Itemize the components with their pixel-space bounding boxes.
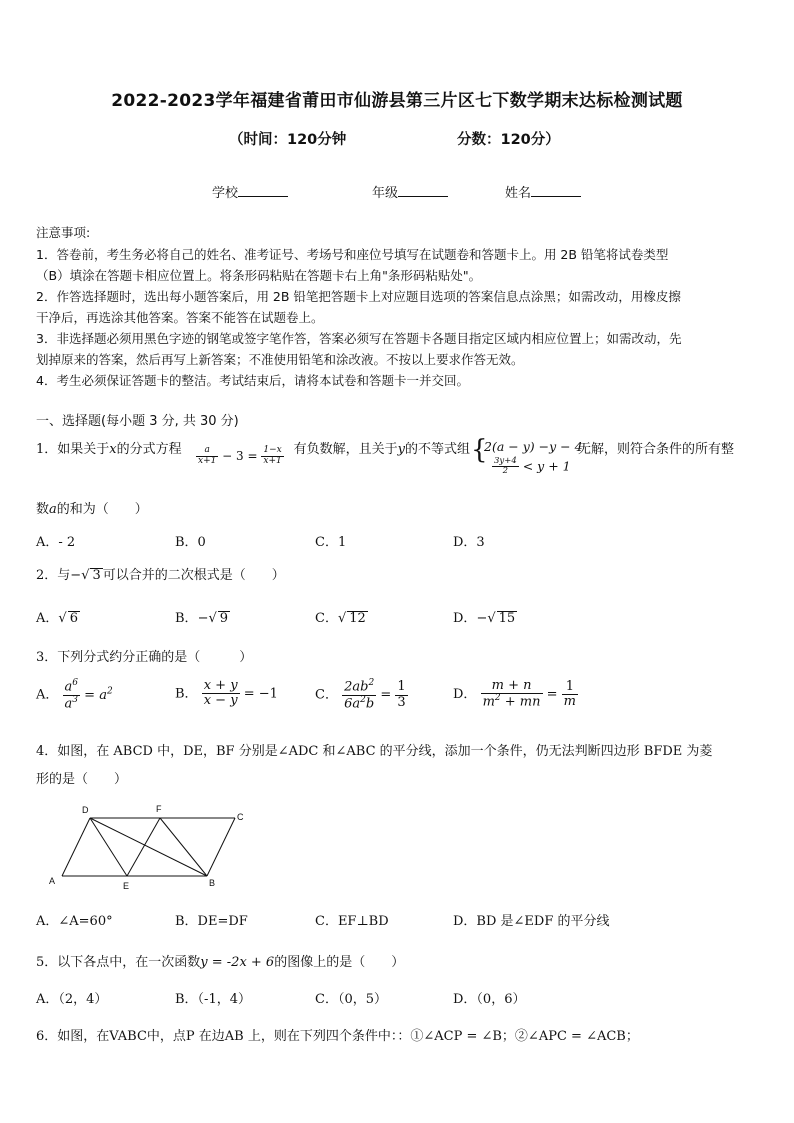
q3-a-frac [63, 679, 81, 711]
option-radicand: 6 [69, 611, 78, 626]
note-line: （B）填涂在答题卡相应位置上。将条形码粘贴在答题卡右上角"条形码粘贴处"。 [36, 268, 482, 283]
option-radicand: 15 [498, 611, 516, 626]
question-1-line2 [36, 498, 148, 517]
parallelogram-figure [40, 798, 260, 894]
question-4-line2: 形的是（ ） [36, 772, 128, 787]
q3-b-num: x + y [203, 678, 238, 693]
label-c: C [237, 812, 244, 822]
q3-a-num-exp: 6 [72, 678, 79, 688]
q3-d-rhs-den: m [563, 693, 576, 709]
grade-blank [398, 184, 448, 197]
q4-option-d[interactable]: D．BD 是∠EDF 的平分线 [453, 914, 610, 929]
q1-var-y: y [397, 442, 406, 457]
q3-d-rhs [562, 680, 578, 710]
q3-a-den: a [64, 695, 73, 711]
q3-a-num: a [64, 679, 73, 695]
q3-c-rhs [395, 680, 407, 710]
option-label: B． [175, 611, 198, 626]
q1-ineq1: 2(a − y) −y − 4 [484, 439, 583, 454]
question-3-stem: 3．下列分式约分正确的是（ ） [36, 650, 253, 665]
q3-c-den: 6a [344, 695, 361, 711]
option-label: D． [453, 611, 477, 626]
q1-frac2-den: x+1 [263, 455, 282, 466]
q1-frac1-num: a [196, 446, 218, 457]
q3-b-den: x − y [203, 693, 238, 709]
school-label: 学校 [212, 186, 239, 201]
q1-equation [196, 446, 284, 467]
q1-text: 无解，则符合条件的所有整 [578, 442, 735, 457]
note-line: 1．答卷前，考生务必将自己的姓名、准考证号、考场号和座位号填写在试题卷和答题卡上。用 2B 铅笔将试卷类型 [36, 247, 669, 262]
q3-c-frac [342, 679, 376, 711]
q3-c-num-exp: 2 [368, 678, 375, 688]
note-line: 干净后，再选涂其他答案。答案不能答在试题卷上。 [36, 310, 324, 325]
option-label: A． [36, 687, 59, 703]
q5-text: 5．以下各点中，在一次函数 [36, 955, 201, 970]
q2-option-c[interactable] [315, 607, 368, 626]
q1-option-d[interactable]: D．3 [453, 535, 485, 550]
q1-ineq2-num: 3y+4 [494, 456, 517, 466]
q5-function: y = -2x + 6 [200, 955, 275, 970]
q1-minus3: − 3 = [222, 448, 258, 463]
option-label: A． [36, 611, 59, 626]
q1-frac1-den: x+1 [198, 455, 217, 466]
question-4-line1: 4．如图，在 ABCD 中，DE，BF 分别是∠ADC 和∠ABC 的平分线，添加一个条件，仍无法判断四边形 BFDE 为菱 [36, 744, 713, 759]
q3-d-den-exp: 2 [494, 693, 501, 704]
q1-var-a: a [49, 502, 57, 517]
option-neg: − [476, 611, 488, 626]
q4-option-b[interactable]: B．DE=DF [175, 914, 248, 929]
q2-option-b[interactable] [175, 607, 230, 626]
label-f: F [156, 804, 162, 814]
q1-text: 1．如果关于 [36, 442, 110, 457]
q3-d-rhs-num: 1 [562, 680, 578, 695]
q3-c-rhs-num: 1 [397, 679, 406, 695]
label-b: B [209, 878, 216, 888]
q1-option-c[interactable]: C．1 [315, 535, 347, 550]
q1-ineq2-den: 2 [502, 466, 509, 477]
q1-option-b[interactable]: B．0 [175, 535, 206, 550]
note-line: 3．非选择题必须用黑色字迹的钢笔或签字笔作答，答案必须写在答题卡各题目指定区域内相应位置上；如需改动，先 [36, 331, 682, 346]
question-2-stem [36, 564, 285, 583]
q3-c-den-exp: 2 [360, 694, 366, 705]
q3-a-den-exp: 3 [72, 694, 79, 705]
q1-brace: { [471, 435, 488, 465]
segment-bf [160, 818, 207, 876]
q3-option-d[interactable]: D． $\frac{m + n}{m^2 + mn}$ = $\frac{1}{m}$ [453, 678, 576, 710]
section-heading: 一、选择题(每小题 3 分, 共 30 分) [36, 414, 239, 429]
q1-text: 有负数解，且关于 [293, 442, 398, 457]
edge-bc [207, 818, 235, 876]
label-a: A [49, 876, 56, 886]
q2-neg: − [70, 568, 82, 583]
option-label: C． [315, 611, 338, 626]
q5-text: 的图像上的是（ ） [274, 955, 405, 970]
question-1-stem [36, 438, 734, 457]
school-field [212, 182, 288, 201]
q2-text: 可以合并的二次根式是（ ） [102, 568, 285, 583]
q1-text: 的不等式组 [405, 442, 471, 457]
q1-var-x: x [109, 442, 117, 457]
label-e: E [123, 881, 130, 891]
q1-option-a[interactable]: A．- 2 [36, 535, 76, 550]
grade-label: 年级 [372, 186, 399, 201]
q1-ineq2-rest: < y + 1 [522, 458, 571, 474]
q5-option-b[interactable]: B．（-1，4） [175, 992, 251, 1007]
q2-option-d[interactable] [453, 607, 517, 626]
sqrt-icon: √ [487, 611, 496, 626]
diagonal-db [90, 818, 207, 876]
q4-option-c[interactable]: C．EF⊥BD [315, 914, 389, 929]
q1-ineq2 [492, 457, 571, 477]
name-label: 姓名 [505, 186, 532, 201]
q3-c-den-b: b [365, 695, 375, 711]
q3-option-a[interactable] [36, 679, 113, 711]
school-blank [238, 184, 288, 197]
q3-d-den: m [482, 694, 495, 710]
q3-a-rhs-exp: 2 [106, 686, 113, 697]
q5-option-a[interactable]: A．（2，4） [36, 992, 108, 1007]
q1-text: 数 [36, 502, 50, 517]
notes-heading: 注意事项: [36, 225, 91, 240]
note-line: 4．考生必须保证答题卡的整洁。考试结束后，请将本试卷和答题卡一并交回。 [36, 373, 469, 388]
q3-d-num: m + n [481, 679, 543, 694]
sqrt-icon: √ [58, 611, 67, 626]
question-6-stem: 6．如图，在VABC中，点P 在边AB 上，则在下列四个条件中：：①∠ACP = ∠B；②∠APC = ∠ACB； [36, 1029, 639, 1044]
edge-ad [62, 818, 90, 876]
option-label: C． [315, 687, 338, 703]
q5-option-d[interactable]: D．（0，6） [453, 992, 526, 1007]
option-radicand: 9 [219, 611, 229, 626]
q3-b-rhs: = −1 [243, 686, 278, 702]
note-line: 2．作答选择题时，选出每小题答案后，用 2B 铅笔把答题卡上对应题目选项的答案信息点涂黑；如需改动，用橡皮擦 [36, 289, 681, 304]
option-radicand: 12 [349, 611, 366, 626]
q3-d-frac [481, 679, 543, 710]
page-title: 2022-2023学年福建省莆田市仙游县第三片区七下数学期末达标检测试题 [111, 91, 683, 111]
q3-d-den-b: + mn [500, 694, 541, 710]
q1-frac2 [261, 446, 283, 467]
q4-option-a[interactable]: A．∠A=60° [36, 914, 113, 929]
q1-frac1 [196, 446, 218, 467]
exam-time: （时间：120分钟 [229, 132, 347, 148]
option-label: D． [453, 686, 477, 702]
label-d: D [82, 805, 89, 815]
sqrt-icon: √ [81, 568, 90, 583]
q3-c-rhs-den: 3 [397, 694, 406, 710]
note-line: 划掉原来的答案，然后再写上新答案；不准使用铅笔和涂改液。不按以上要求作答无效。 [36, 352, 524, 367]
q1-text: 的和为（ ） [56, 502, 148, 517]
option-label: B． [175, 686, 198, 702]
name-blank [531, 184, 581, 197]
sqrt-icon: √ [337, 611, 347, 626]
q1-ineq2-frac [492, 457, 519, 477]
q2-option-a[interactable] [36, 607, 80, 626]
question-5-stem [36, 951, 404, 970]
grade-field [372, 182, 448, 201]
exam-score: 分数：120分） [457, 132, 560, 148]
q1-text: 的分式方程 [116, 442, 182, 457]
q3-b-frac [202, 679, 240, 709]
q5-option-c[interactable]: C．（0，5） [315, 992, 387, 1007]
q3-option-c[interactable]: C． $\frac{2ab^2}{6a^2b}$ = $\frac{1}{3}$ [315, 678, 406, 711]
q3-a-rhs: = a [84, 687, 107, 703]
option-neg: − [197, 611, 209, 626]
sqrt-icon: √ [208, 611, 217, 626]
segment-ef [127, 818, 160, 876]
name-field [505, 182, 581, 201]
q2-radicand: 3 [92, 568, 101, 583]
q2-text: 2．与 [36, 568, 71, 583]
q3-option-b[interactable] [175, 679, 278, 709]
q1-frac2-num: 1−x [263, 445, 282, 455]
q3-c-num: 2ab [344, 679, 369, 695]
